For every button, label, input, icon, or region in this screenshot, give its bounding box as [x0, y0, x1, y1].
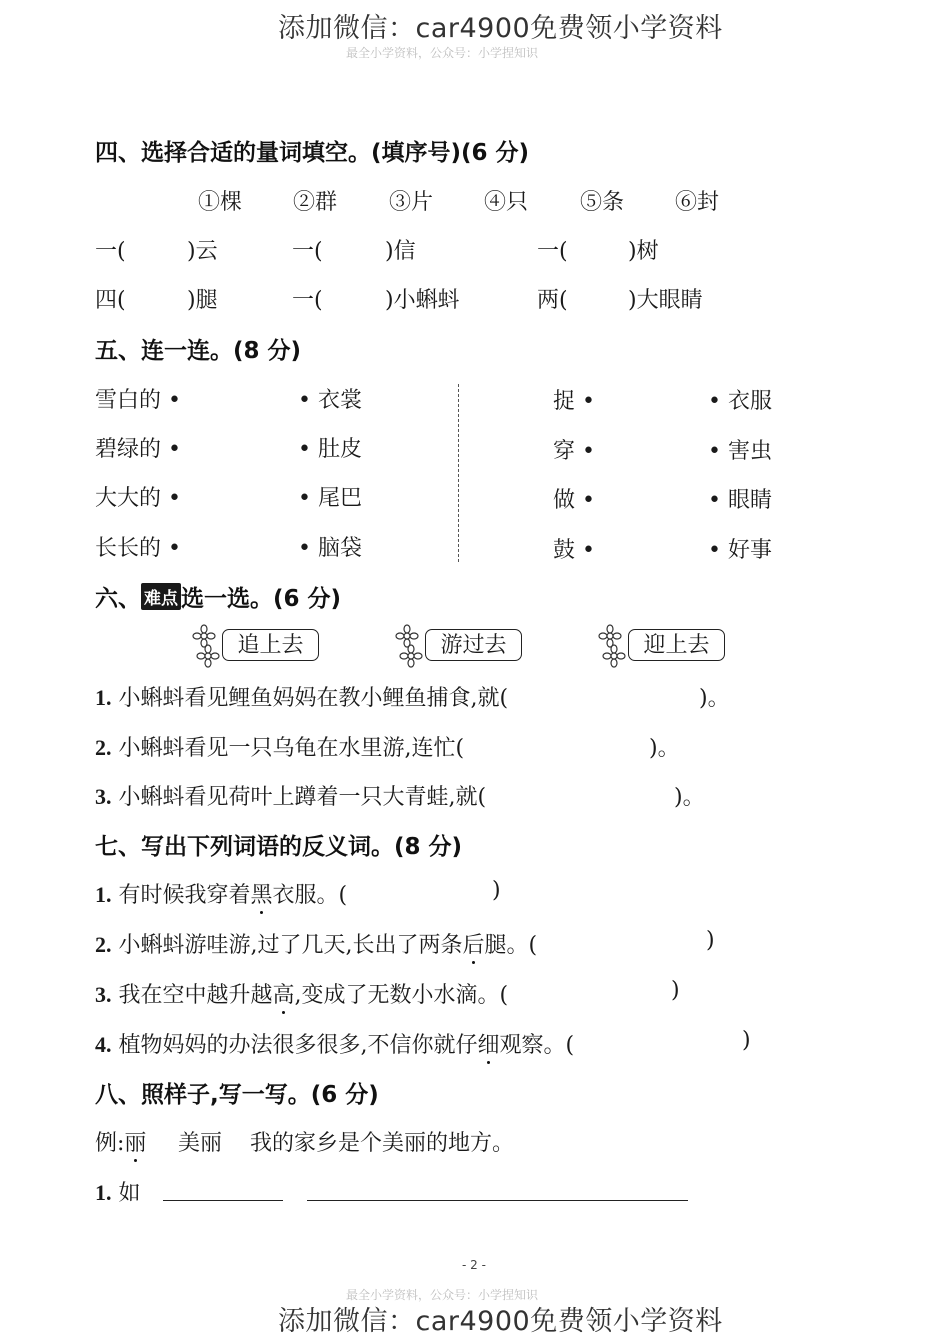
question-end: )。 — [674, 785, 705, 810]
question-end: )。 — [699, 686, 730, 711]
question-end: ) — [706, 928, 715, 953]
blank-close: )大眼睛 — [628, 288, 703, 313]
question-number: 2. — [95, 932, 112, 957]
faint-footer: 最全小学资料，公众号：小学捏知识 — [346, 1288, 539, 1302]
difficulty-badge: 难点 — [141, 583, 181, 610]
blank-close: )树 — [628, 239, 659, 264]
match-left-a: 碧绿的 • — [95, 437, 181, 462]
question — [95, 978, 508, 1009]
match-right-b: • 衣服 — [708, 389, 772, 414]
match-right-b: • 害虫 — [708, 439, 772, 464]
blank-close: )小蝌蚪 — [385, 288, 460, 313]
watermark-bottom: 添加微信：car4900免费领小学资料 — [278, 1306, 723, 1337]
option-6: ⑥封 — [675, 190, 720, 215]
match-right-a: • 尾巴 — [298, 486, 362, 511]
blank-open: 一( — [537, 239, 568, 264]
question — [95, 928, 537, 959]
question-number: 4. — [95, 1032, 112, 1057]
option-3: ③片 — [389, 190, 434, 215]
question-number: 1. — [95, 1180, 112, 1205]
section-6-title-pre: 六、 — [95, 586, 141, 612]
question-char: 如 — [118, 1181, 141, 1206]
watermark-top: 添加微信：car4900免费领小学资料 — [278, 13, 723, 44]
word-option-2: 游过去 — [425, 629, 522, 661]
question-end: ) — [492, 878, 501, 903]
match-right-a: • 衣裳 — [298, 388, 362, 413]
blank-open: 一( — [292, 288, 323, 313]
blank-open: 两( — [537, 288, 568, 313]
match-left-a: 雪白的 • — [95, 388, 181, 413]
blank-open: 一( — [95, 239, 126, 264]
page-number: - 2 - — [462, 1258, 486, 1272]
question — [95, 780, 486, 811]
faint-header: 最全小学资料，公众号：小学捏知识 — [346, 46, 539, 60]
question-text: 小蝌蚪看见鲤鱼妈妈在教小鲤鱼捕食,就( — [118, 686, 509, 711]
match-left-b: 穿 • — [553, 439, 595, 464]
question-text: 小蝌蚪游哇游,过了几天,长出了两条 — [118, 933, 463, 958]
match-left-a: 长长的 • — [95, 536, 181, 561]
section-6-title — [95, 580, 341, 613]
question-number: 1. — [95, 685, 112, 710]
match-right-b: • 眼睛 — [708, 488, 772, 513]
question-number: 1. — [95, 882, 112, 907]
emphasis-char: 黑 — [250, 883, 273, 908]
match-left-b: 鼓 • — [553, 538, 595, 563]
word-option-3: 迎上去 — [628, 629, 725, 661]
emphasis-char: 高 — [272, 983, 295, 1008]
option-2: ②群 — [293, 190, 338, 215]
option-1: ①棵 — [198, 190, 243, 215]
question-number: 3. — [95, 784, 112, 809]
question-text: ,变成了无数小水滴。( — [294, 983, 509, 1008]
section-8-title: 八、照样子,写一写。(6 分) — [95, 1082, 379, 1108]
section-6-title-post: 选一选。(6 分) — [181, 586, 342, 612]
question — [95, 878, 347, 909]
example-word: 美丽 — [178, 1131, 223, 1156]
blank-close: )信 — [385, 239, 416, 264]
example-sentence: 我的家乡是个美丽的地方。 — [250, 1131, 515, 1156]
blank-close: )云 — [187, 239, 218, 264]
word-option-1: 追上去 — [222, 629, 319, 661]
match-right-a: • 脑袋 — [298, 536, 362, 561]
example-char: 丽 — [124, 1131, 147, 1156]
blank-open: 四( — [95, 288, 126, 313]
question-text: 植物妈妈的办法很多很多,不信你就仔 — [118, 1033, 478, 1058]
question-text: 观察。( — [499, 1033, 575, 1058]
question — [95, 731, 464, 762]
match-right-a: • 肚皮 — [298, 437, 362, 462]
option-4: ④只 — [484, 190, 529, 215]
question-end: )。 — [649, 736, 680, 761]
emphasis-char: 细 — [477, 1033, 500, 1058]
match-left-a: 大大的 • — [95, 486, 181, 511]
answer-line[interactable] — [307, 1200, 688, 1201]
match-left-b: 做 • — [553, 488, 595, 513]
question-text: 腿。( — [484, 933, 538, 958]
blank-close: )腿 — [187, 288, 218, 313]
question-number: 2. — [95, 735, 112, 760]
match-left-b: 捉 • — [553, 389, 595, 414]
option-5: ⑤条 — [580, 190, 625, 215]
example-row — [95, 1126, 146, 1157]
question-end: ) — [671, 978, 680, 1003]
example-label: 例: — [95, 1131, 125, 1156]
question — [95, 681, 508, 712]
blank-open: 一( — [292, 239, 323, 264]
section-5-title: 五、连一连。(8 分) — [95, 338, 302, 364]
section-4-title: 四、选择合适的量词填空。(填序号)(6 分) — [95, 140, 530, 166]
question — [95, 1028, 574, 1059]
emphasis-char: 后 — [462, 933, 485, 958]
question-text: 衣服。( — [272, 883, 348, 908]
question-text: 有时候我穿着 — [118, 883, 251, 908]
answer-line[interactable] — [163, 1200, 283, 1201]
question-end: ) — [742, 1028, 751, 1053]
match-right-b: • 好事 — [708, 538, 772, 563]
section-7-title: 七、写出下列词语的反义词。(8 分) — [95, 834, 463, 860]
divider-dashed — [458, 384, 459, 562]
question-text: 小蝌蚪看见荷叶上蹲着一只大青蛙,就( — [118, 785, 487, 810]
question-text: 我在空中越升越 — [118, 983, 273, 1008]
question-number: 3. — [95, 982, 112, 1007]
question — [95, 1176, 141, 1207]
question-text: 小蝌蚪看见一只乌龟在水里游,连忙( — [118, 736, 465, 761]
